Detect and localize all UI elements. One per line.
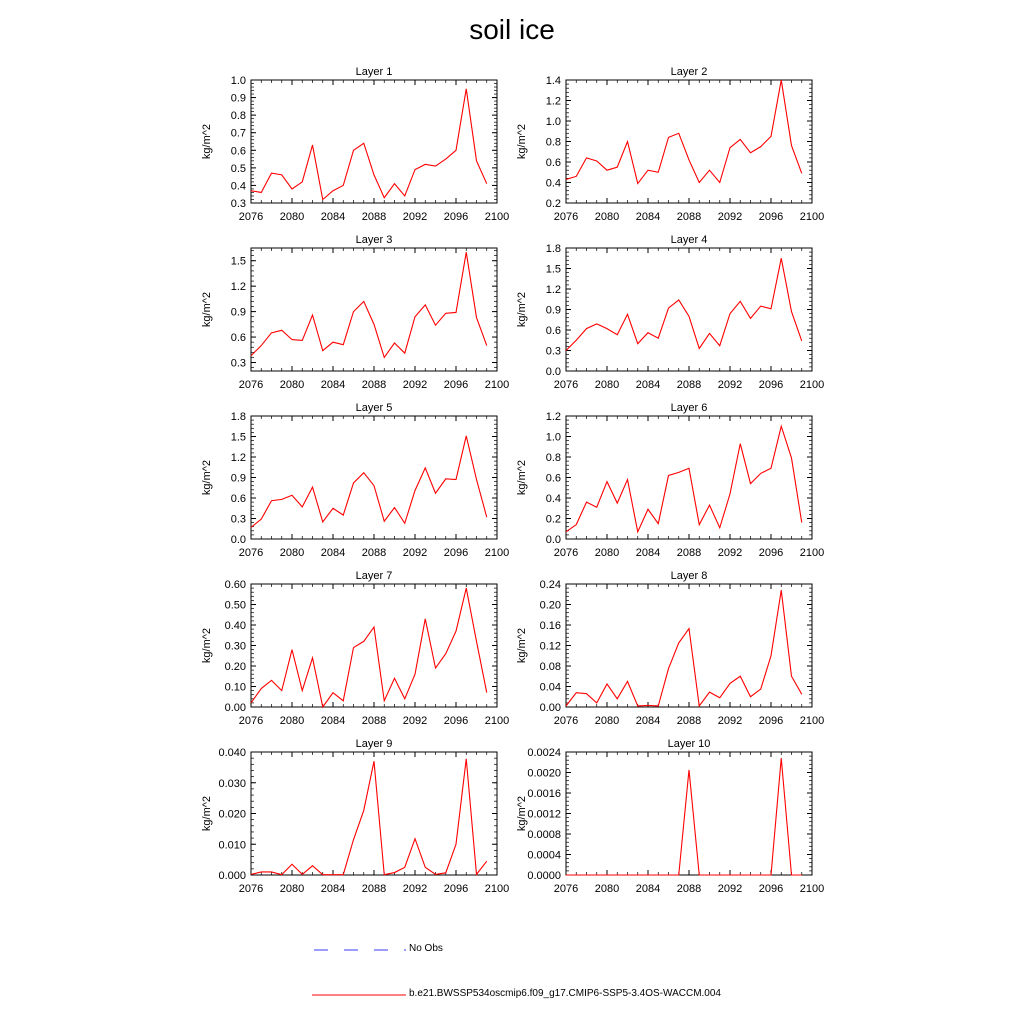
y-tick-label: 1.2 — [230, 452, 246, 464]
y-tick-label: 1.2 — [545, 284, 561, 296]
legend-model-label: b.e21.BWSSP534oscmip6.f09_g17.CMIP6-SSP5-3.4OS-WACCM.004 — [409, 988, 721, 999]
y-tick-label: 0.50 — [224, 599, 246, 612]
y-tick-label: 0.4 — [545, 493, 561, 505]
series-line — [566, 80, 802, 184]
y-tick-label: 1.4 — [545, 75, 561, 87]
series-line — [251, 759, 487, 875]
x-tick-label: 2088 — [676, 715, 702, 727]
y-tick-label: 1.5 — [230, 431, 246, 444]
y-tick-label: 0.000 — [218, 870, 246, 882]
x-tick-label: 2076 — [553, 715, 579, 727]
legend-obs — [312, 943, 512, 957]
x-tick-label: 2084 — [635, 379, 661, 391]
x-tick-label: 2096 — [758, 379, 784, 391]
chart-title: Layer 6 — [670, 402, 708, 414]
y-tick-label: 0.30 — [224, 640, 246, 653]
x-tick-label: 2100 — [799, 883, 825, 895]
y-tick-label: 0.10 — [224, 681, 246, 694]
x-tick-label: 2100 — [484, 883, 510, 895]
x-tick-label: 2084 — [320, 211, 346, 223]
series-line — [251, 436, 487, 528]
x-tick-label: 2096 — [758, 883, 784, 895]
x-tick-label: 2076 — [238, 883, 264, 895]
x-tick-label: 2080 — [594, 547, 620, 559]
chart-layer-3 — [201, 234, 509, 391]
x-tick-label: 2080 — [594, 715, 620, 727]
y-tick-label: 0.020 — [218, 808, 246, 821]
plot-frame — [251, 584, 497, 707]
y-tick-label: 0.7 — [230, 127, 246, 140]
x-tick-label: 2080 — [279, 379, 305, 391]
x-tick-label: 2084 — [635, 547, 661, 559]
chart-title: Layer 2 — [670, 66, 708, 78]
y-tick-label: 0.8 — [230, 110, 246, 123]
y-tick-label: 0.4 — [230, 180, 246, 193]
x-tick-label: 2080 — [279, 715, 305, 727]
chart-title: Layer 8 — [670, 570, 708, 582]
series-line — [566, 758, 802, 875]
x-tick-label: 2088 — [676, 379, 702, 391]
x-tick-label: 2096 — [758, 211, 784, 223]
y-axis-label: kg/m^2 — [201, 795, 213, 832]
chart-layer-1 — [201, 66, 509, 223]
y-tick-label: 0.40 — [224, 620, 246, 632]
y-tick-label: 0.12 — [539, 640, 561, 653]
y-axis-label: kg/m^2 — [201, 627, 213, 664]
y-axis-label: kg/m^2 — [201, 291, 213, 328]
x-tick-label: 2096 — [443, 211, 469, 223]
y-tick-label: 0.6 — [230, 145, 246, 158]
y-tick-label: 1.5 — [545, 263, 561, 276]
y-tick-label: 0.9 — [230, 306, 246, 319]
x-tick-label: 2084 — [320, 379, 346, 391]
x-tick-label: 2084 — [320, 715, 346, 727]
x-tick-label: 2092 — [717, 715, 743, 727]
legend-obs-dashed-line-icon — [312, 943, 408, 957]
x-tick-label: 2100 — [799, 547, 825, 559]
y-axis-label: kg/m^2 — [516, 627, 528, 664]
x-tick-label: 2092 — [717, 547, 743, 559]
x-tick-label: 2096 — [443, 547, 469, 559]
y-tick-label: 1.0 — [230, 75, 246, 87]
x-tick-label: 2092 — [717, 211, 743, 223]
x-tick-label: 2096 — [443, 715, 469, 727]
x-tick-label: 2076 — [238, 715, 264, 727]
x-tick-label: 2096 — [758, 715, 784, 727]
y-tick-label: 0.040 — [218, 747, 246, 759]
x-tick-label: 2088 — [361, 883, 387, 895]
y-tick-label: 0.08 — [539, 661, 561, 673]
y-tick-label: 0.6 — [545, 157, 561, 169]
x-tick-label: 2092 — [717, 379, 743, 391]
plot-frame — [566, 416, 812, 539]
x-tick-label: 2088 — [361, 211, 387, 223]
x-tick-label: 2076 — [553, 379, 579, 391]
chart-layer-7 — [201, 570, 509, 727]
x-tick-label: 2076 — [553, 883, 579, 895]
legend-model-line-icon — [312, 988, 408, 1002]
chart-layer-5 — [201, 402, 509, 559]
x-tick-label: 2100 — [799, 379, 825, 391]
y-tick-label: 0.0 — [230, 534, 246, 546]
series-line — [251, 252, 487, 357]
x-tick-label: 2084 — [635, 883, 661, 895]
plot-frame — [251, 416, 497, 539]
y-tick-label: 1.0 — [545, 431, 561, 444]
y-tick-label: 0.0012 — [527, 808, 561, 821]
x-tick-label: 2076 — [238, 379, 264, 391]
x-tick-label: 2084 — [635, 715, 661, 727]
x-tick-label: 2092 — [402, 715, 428, 727]
x-tick-label: 2096 — [758, 547, 784, 559]
chart-title: Layer 10 — [667, 738, 711, 750]
x-tick-label: 2100 — [484, 547, 510, 559]
plot-frame — [566, 584, 812, 707]
chart-title: Layer 5 — [355, 402, 393, 414]
x-tick-label: 2092 — [402, 547, 428, 559]
x-tick-label: 2088 — [676, 883, 702, 895]
y-tick-label: 0.6 — [230, 493, 246, 505]
x-tick-label: 2096 — [443, 883, 469, 895]
y-tick-label: 0.6 — [545, 325, 561, 337]
x-tick-label: 2084 — [320, 883, 346, 895]
x-tick-label: 2076 — [553, 547, 579, 559]
y-tick-label: 1.5 — [230, 255, 246, 268]
plot-frame — [251, 80, 497, 203]
x-tick-label: 2100 — [799, 715, 825, 727]
x-tick-label: 2088 — [676, 211, 702, 223]
y-tick-label: 0.9 — [230, 472, 246, 485]
legend-obs-label: No Obs — [409, 943, 443, 954]
y-tick-label: 1.2 — [230, 281, 246, 294]
x-tick-label: 2080 — [279, 547, 305, 559]
y-tick-label: 0.9 — [545, 304, 561, 317]
x-tick-label: 2100 — [484, 715, 510, 727]
chart-layer-4 — [516, 234, 824, 391]
x-tick-label: 2092 — [717, 883, 743, 895]
y-tick-label: 0.3 — [545, 345, 561, 358]
chart-title: Layer 7 — [355, 570, 393, 582]
x-tick-label: 2088 — [676, 547, 702, 559]
x-tick-label: 2092 — [402, 211, 428, 223]
legend-model — [312, 988, 812, 1002]
x-tick-label: 2080 — [594, 211, 620, 223]
y-tick-label: 0.0020 — [527, 767, 561, 780]
series-line — [566, 258, 802, 350]
y-tick-label: 0.0004 — [527, 849, 561, 862]
plot-frame — [566, 248, 812, 371]
y-tick-label: 0.010 — [218, 839, 246, 852]
y-tick-label: 0.8 — [545, 136, 561, 149]
y-tick-label: 0.3 — [230, 513, 246, 526]
y-tick-label: 0.6 — [545, 472, 561, 485]
plot-frame — [566, 80, 812, 203]
y-tick-label: 0.24 — [539, 579, 561, 591]
chart-layer-9 — [201, 738, 509, 895]
series-line — [566, 426, 802, 532]
y-axis-label: kg/m^2 — [516, 795, 528, 832]
y-tick-label: 0.6 — [230, 332, 246, 345]
y-tick-label: 0.20 — [224, 661, 246, 673]
y-tick-label: 0.3 — [230, 357, 246, 370]
series-line — [251, 89, 487, 200]
y-tick-label: 0.0024 — [527, 747, 561, 759]
x-tick-label: 2100 — [484, 211, 510, 223]
x-tick-label: 2084 — [635, 211, 661, 223]
x-tick-label: 2080 — [279, 883, 305, 895]
plot-frame — [251, 248, 497, 371]
x-tick-label: 2100 — [799, 211, 825, 223]
y-tick-label: 0.0 — [545, 534, 561, 546]
y-axis-label: kg/m^2 — [201, 459, 213, 496]
y-tick-label: 0.20 — [539, 599, 561, 612]
chart-title: Layer 4 — [670, 234, 708, 246]
y-tick-label: 0.0 — [545, 366, 561, 378]
y-tick-label: 0.0000 — [527, 870, 561, 882]
x-tick-label: 2080 — [594, 379, 620, 391]
x-tick-label: 2080 — [594, 883, 620, 895]
x-tick-label: 2092 — [402, 379, 428, 391]
x-tick-label: 2088 — [361, 547, 387, 559]
y-tick-label: 0.0016 — [527, 788, 561, 800]
chart-layer-2 — [516, 66, 824, 223]
y-tick-label: 0.3 — [230, 198, 246, 210]
series-line — [566, 590, 802, 706]
y-tick-label: 0.0008 — [527, 829, 561, 841]
y-tick-label: 0.16 — [539, 620, 561, 632]
y-tick-label: 1.8 — [545, 243, 561, 255]
x-tick-label: 2084 — [320, 547, 346, 559]
y-tick-label: 0.2 — [545, 513, 561, 526]
x-tick-label: 2088 — [361, 379, 387, 391]
x-tick-label: 2080 — [279, 211, 305, 223]
y-tick-label: 1.2 — [545, 411, 561, 423]
y-tick-label: 0.60 — [224, 579, 246, 591]
x-tick-label: 2096 — [443, 379, 469, 391]
x-tick-label: 2076 — [553, 211, 579, 223]
y-tick-label: 1.8 — [230, 411, 246, 423]
chart-layer-8 — [516, 570, 824, 727]
y-tick-label: 0.5 — [230, 162, 246, 175]
chart-title: Layer 1 — [355, 66, 393, 78]
x-tick-label: 2092 — [402, 883, 428, 895]
chart-layer-6 — [516, 402, 824, 559]
y-tick-label: 0.00 — [539, 702, 561, 714]
y-axis-label: kg/m^2 — [516, 459, 528, 496]
x-tick-label: 2088 — [361, 715, 387, 727]
series-line — [251, 588, 487, 707]
chart-layer-10 — [516, 738, 824, 895]
y-tick-label: 1.2 — [545, 95, 561, 108]
x-tick-label: 2076 — [238, 211, 264, 223]
y-axis-label: kg/m^2 — [516, 123, 528, 160]
y-tick-label: 0.9 — [230, 92, 246, 105]
y-tick-label: 0.2 — [545, 198, 561, 210]
y-tick-label: 0.030 — [218, 777, 246, 790]
x-tick-label: 2076 — [238, 547, 264, 559]
chart-title: Layer 3 — [355, 234, 393, 246]
y-tick-label: 0.00 — [224, 702, 246, 714]
y-tick-label: 0.8 — [545, 452, 561, 464]
y-axis-label: kg/m^2 — [516, 291, 528, 328]
y-tick-label: 0.4 — [545, 177, 561, 190]
chart-title: Layer 9 — [355, 738, 393, 750]
y-tick-label: 0.04 — [539, 681, 561, 694]
y-axis-label: kg/m^2 — [201, 123, 213, 160]
x-tick-label: 2100 — [484, 379, 510, 391]
y-tick-label: 1.0 — [545, 116, 561, 128]
page-title: soil ice — [469, 14, 555, 45]
